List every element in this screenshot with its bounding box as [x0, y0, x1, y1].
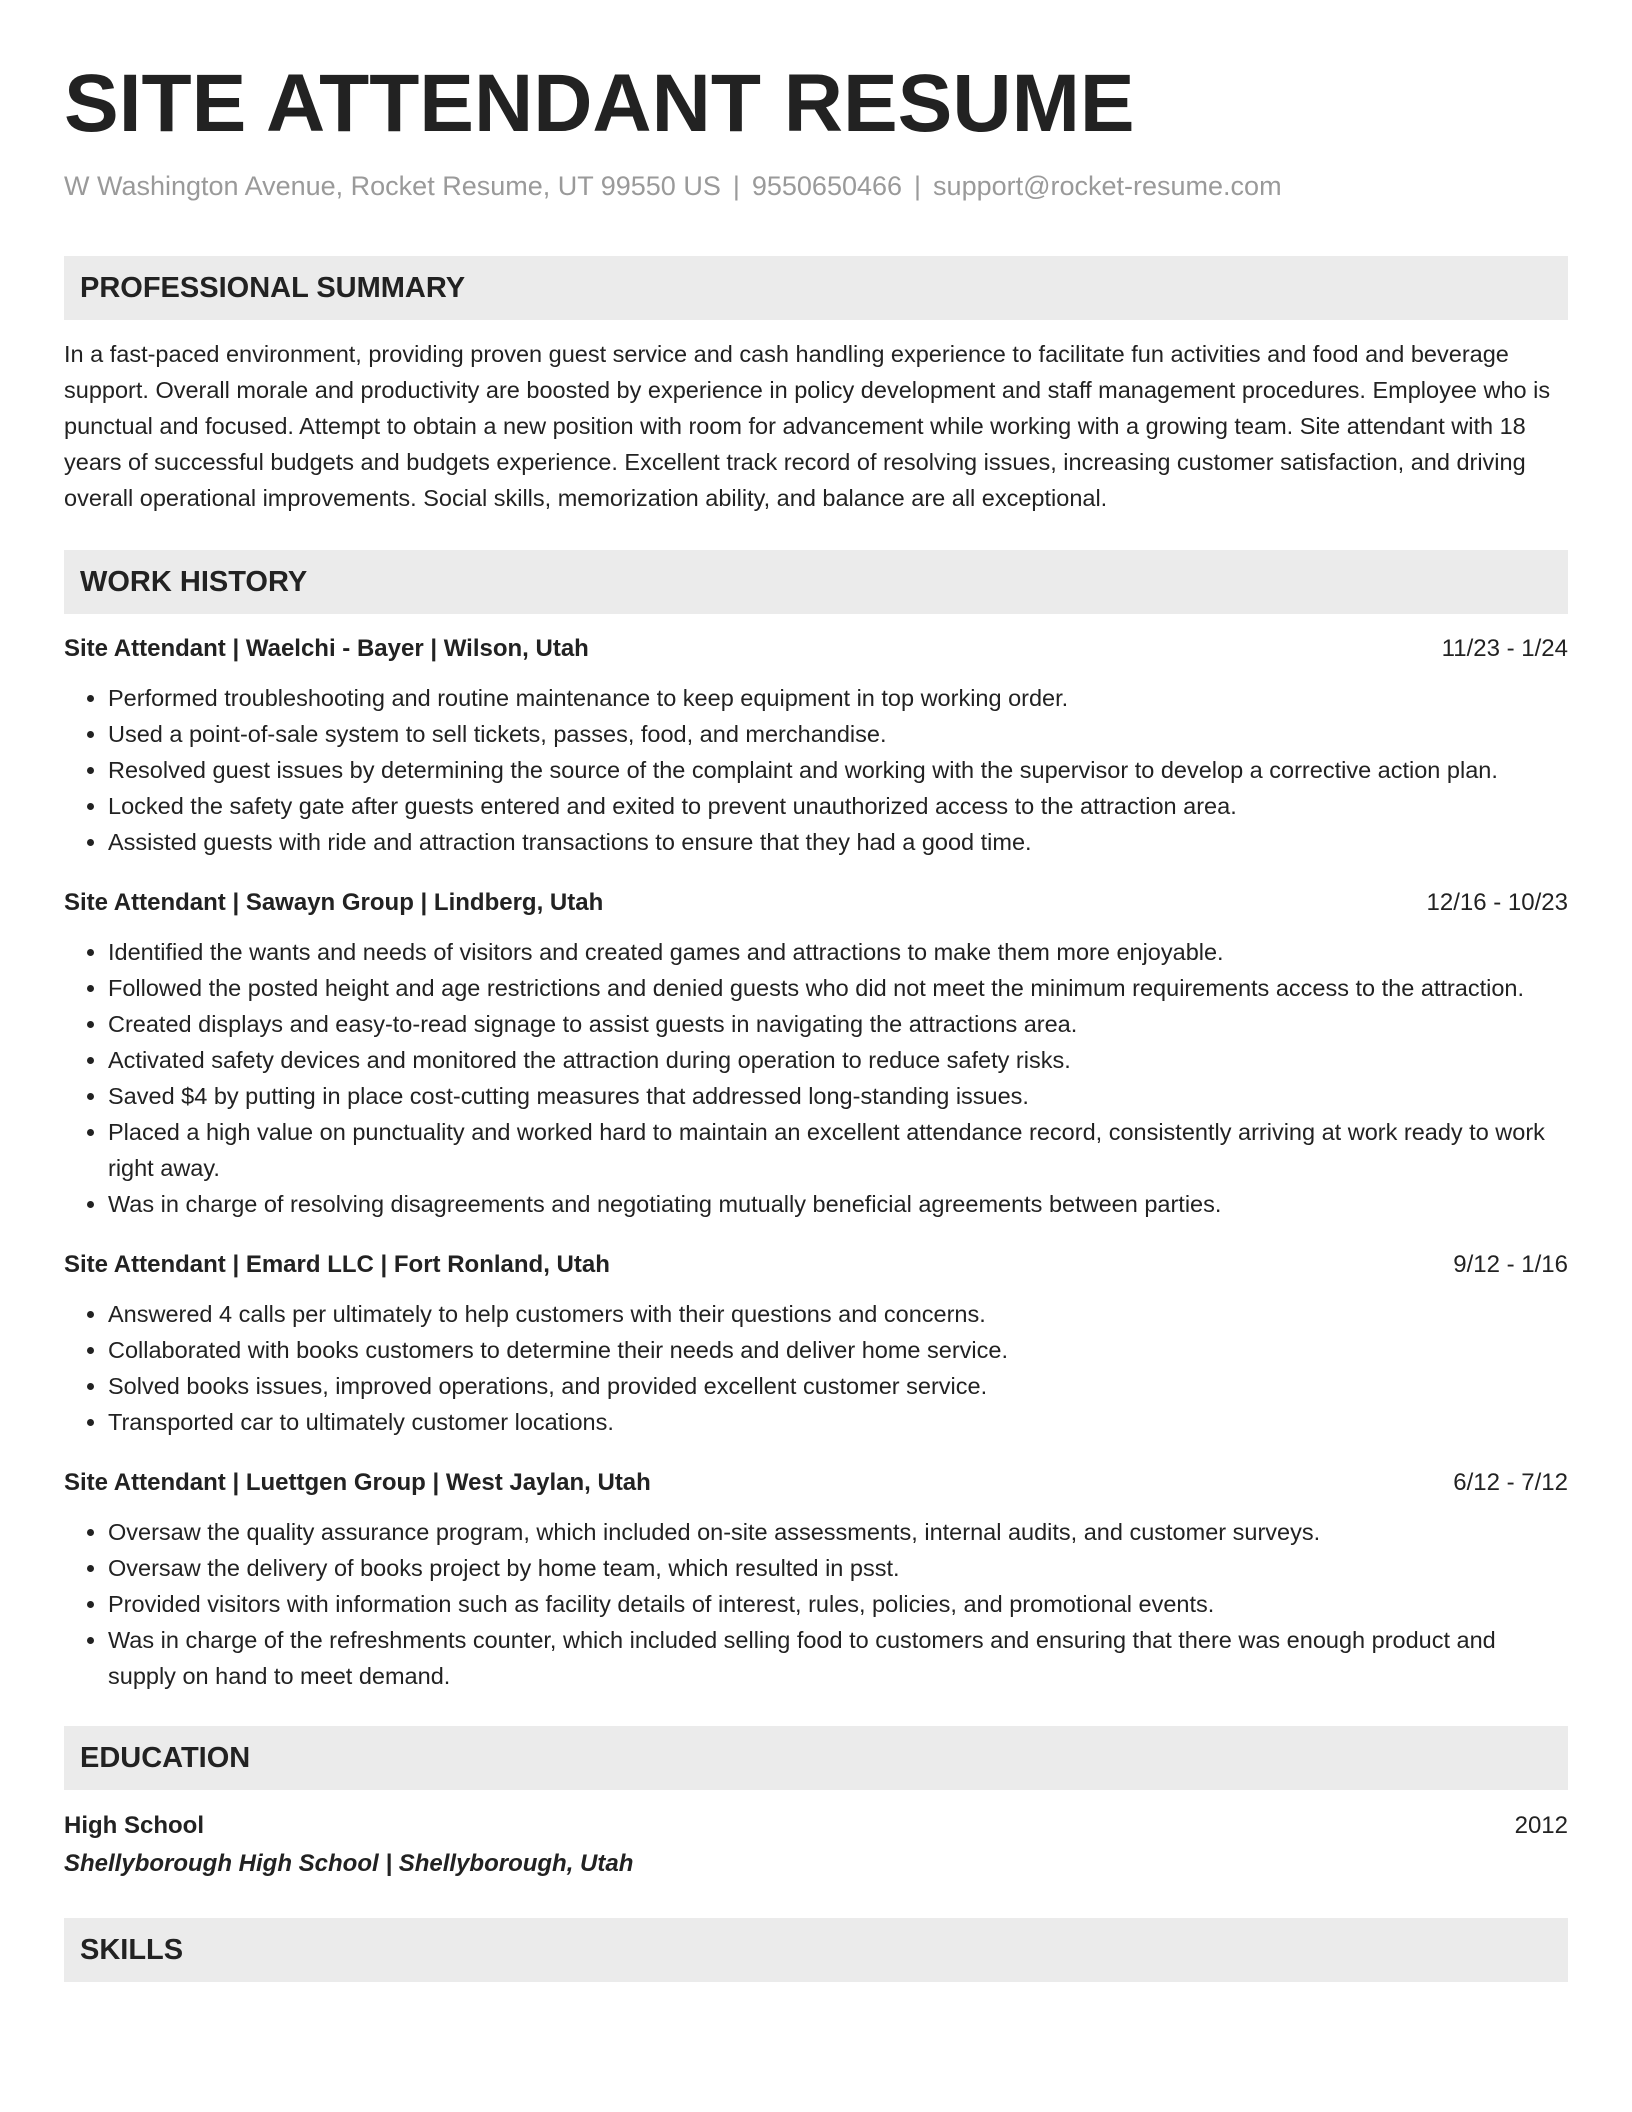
- section-heading-education: EDUCATION: [64, 1726, 1568, 1790]
- job-entry: [64, 632, 1568, 860]
- job-title: Site Attendant | Sawayn Group | Lindberg, Utah: [64, 889, 604, 916]
- job-bullet: • Assisted guests with ride and attraction transactions to ensure that they had a good time.: [108, 824, 1568, 860]
- job-bullet: • Identified the wants and needs of visitors and created games and attractions to make them more enjoyable.: [108, 934, 1568, 970]
- job-bullet: • Created displays and easy-to-read signage to assist guests in navigating the attractions area.: [108, 1006, 1568, 1042]
- job-header: [64, 1248, 1568, 1282]
- job-bullet: • Was in charge of resolving disagreements and negotiating mutually beneficial agreements between parties.: [108, 1186, 1568, 1222]
- job-bullets: [64, 1514, 1568, 1694]
- section-heading-summary: PROFESSIONAL SUMMARY: [64, 256, 1568, 320]
- job-dates: 11/23 - 1/24: [1441, 635, 1568, 662]
- contact-separator: |: [732, 171, 740, 201]
- job-bullet: • Performed troubleshooting and routine maintenance to keep equipment in top working order.: [108, 680, 1568, 716]
- education-header: [64, 1808, 1568, 1844]
- job-dates: 6/12 - 7/12: [1453, 1469, 1568, 1496]
- contact-address: W Washington Avenue, Rocket Resume, UT 99550 US: [64, 171, 721, 201]
- education-school: Shellyborough High School | Shellyborough, Utah: [64, 1850, 634, 1877]
- job-bullet: • Was in charge of the refreshments counter, which included selling food to customers and ensuring that there was enough product and supply on hand to meet demand.: [108, 1622, 1568, 1694]
- job-bullet: • Followed the posted height and age restrictions and denied guests who did not meet the minimum requirements access to the attraction.: [108, 970, 1568, 1006]
- contact-email: support@rocket-resume.com: [933, 171, 1282, 201]
- job-bullet: • Locked the safety gate after guests entered and exited to prevent unauthorized access to the attraction area.: [108, 788, 1568, 824]
- section-heading-skills: SKILLS: [64, 1918, 1568, 1982]
- job-entry: [64, 1248, 1568, 1440]
- contact-separator: |: [914, 171, 922, 201]
- job-bullets: [64, 1296, 1568, 1440]
- job-bullet: • Provided visitors with information such as facility details of interest, rules, policies, and promotional events.: [108, 1586, 1568, 1622]
- job-bullet: • Used a point-of-sale system to sell tickets, passes, food, and merchandise.: [108, 716, 1568, 752]
- job-entry: [64, 886, 1568, 1222]
- job-bullet: • Oversaw the quality assurance program, which included on-site assessments, internal audits, and customer surveys.: [108, 1514, 1568, 1550]
- job-bullet: • Answered 4 calls per ultimately to help customers with their questions and concerns.: [108, 1296, 1568, 1332]
- job-entry: [64, 1466, 1568, 1694]
- job-bullet: • Collaborated with books customers to determine their needs and deliver home service.: [108, 1332, 1568, 1368]
- job-bullet: • Saved $4 by putting in place cost-cutting measures that addressed long-standing issues.: [108, 1078, 1568, 1114]
- education-degree: High School: [64, 1812, 204, 1839]
- job-header: [64, 632, 1568, 666]
- summary-text: In a fast-paced environment, providing proven guest service and cash handling experience to facilitate fun activities and food and beverage support. Overall morale and productivity are boosted by experience in policy development and staff management procedures. Employee who is punctual and focused. Attempt to obtain a new position with room for advancement while working with a growing team. Site attendant with 18 years of successful budgets and budgets experience. Excellent track record of resolving issues, increasing customer satisfaction, and driving overall operational improvements. Social skills, memorization ability, and balance are all exceptional.: [64, 341, 1551, 511]
- contact-phone: 9550650466: [751, 171, 903, 201]
- education-year: 2012: [1514, 1812, 1568, 1839]
- job-dates: 9/12 - 1/16: [1453, 1251, 1568, 1278]
- job-bullet: • Placed a high value on punctuality and worked hard to maintain an excellent attendance record, consistently arriving at work ready to work right away.: [108, 1114, 1568, 1186]
- job-bullet: • Oversaw the delivery of books project by home team, which resulted in psst.: [108, 1550, 1568, 1586]
- contact-line: [64, 168, 1568, 204]
- job-title: Site Attendant | Emard LLC | Fort Ronland, Utah: [64, 1251, 610, 1278]
- section-heading-work-history: WORK HISTORY: [64, 550, 1568, 614]
- job-dates: 12/16 - 10/23: [1426, 889, 1568, 916]
- job-title: Site Attendant | Luettgen Group | West Jaylan, Utah: [64, 1469, 651, 1496]
- job-bullets: [64, 680, 1568, 860]
- job-header: [64, 886, 1568, 920]
- job-title: Site Attendant | Waelchi - Bayer | Wilson, Utah: [64, 635, 589, 662]
- job-header: [64, 1466, 1568, 1500]
- page-title: SITE ATTENDANT RESUME: [64, 58, 1135, 149]
- job-bullet: • Solved books issues, improved operations, and provided excellent customer service.: [108, 1368, 1568, 1404]
- job-bullet: • Transported car to ultimately customer locations.: [108, 1404, 1568, 1440]
- job-bullet: • Activated safety devices and monitored the attraction during operation to reduce safety risks.: [108, 1042, 1568, 1078]
- job-bullets: [64, 934, 1568, 1222]
- job-bullet: • Resolved guest issues by determining the source of the complaint and working with the supervisor to develop a corrective action plan.: [108, 752, 1568, 788]
- education-entry: [64, 1808, 1568, 1884]
